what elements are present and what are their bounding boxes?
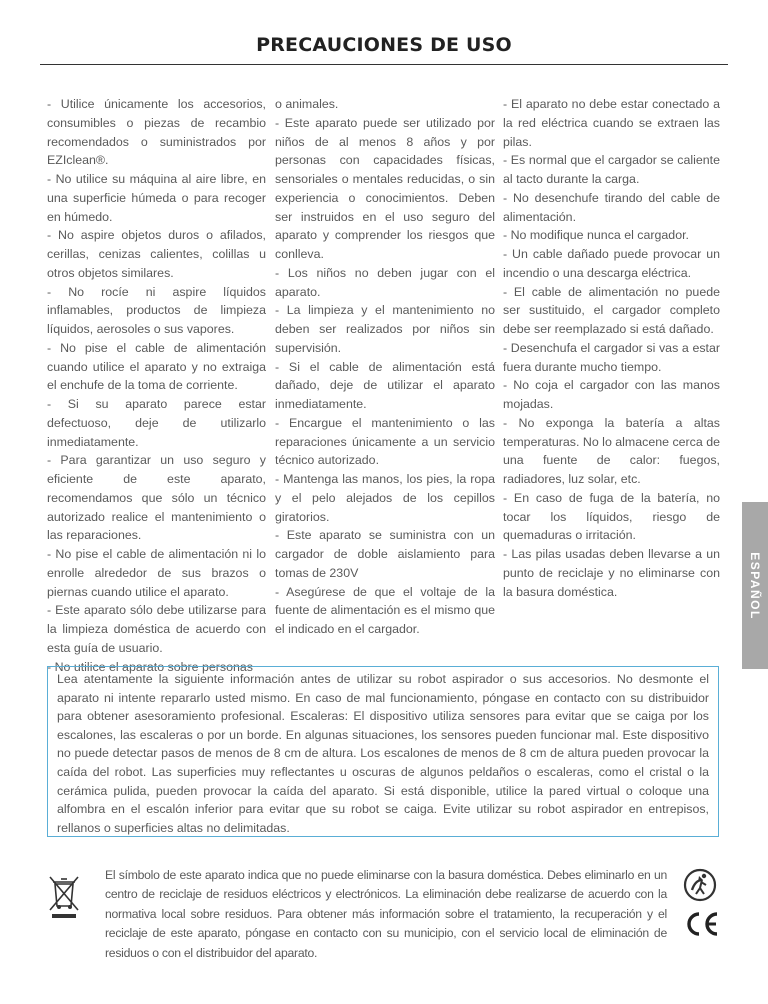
ce-mark-icon bbox=[683, 910, 721, 938]
recycle-symbol-icon bbox=[683, 866, 717, 904]
precaution-item: - Este aparato se suministra con un cargador de doble aislamiento para tomas de 230V bbox=[275, 528, 495, 580]
precaution-item: o animales. bbox=[275, 97, 339, 111]
precaution-item: - No utilice su máquina al aire libre, en una superficie húmeda o para recoger en húmedo. bbox=[47, 172, 266, 224]
language-side-tab bbox=[742, 502, 768, 669]
precautions-column-1 bbox=[47, 95, 266, 676]
precaution-item: - Mantenga las manos, los pies, la ropa y el pelo alejados de los cepillos giratorios. bbox=[275, 472, 495, 524]
precaution-item: - Si su aparato parece estar defectuoso, deje de utilizarlo inmediatamente. bbox=[47, 397, 266, 449]
precaution-item: - Este aparato puede ser utilizado por niños de al menos 8 años y por personas con capacidades físicas, sensoriales o mentales reducidas, o sin experiencia o conocimientos. Deben ser instruidos en el uso seguro del aparato y comprender los riesgos que conlleva. bbox=[275, 115, 495, 261]
precaution-item: - Si el cable de alimentación está dañado, deje de utilizar el aparato inmediatamente. bbox=[275, 359, 495, 411]
precaution-item: - No modifique nunca el cargador. bbox=[503, 228, 689, 243]
warning-notice-box: Lea atentamente la siguiente información antes de utilizar su robot aspirador o sus accesorios. No desmonte el aparato ni intente repararlo usted mismo. En caso de mal funcionamiento, póngase en contacto con su distribuidor para obtener asesoramiento profesional. Escaleras: El dispositivo utiliza sensores para evitar que se caiga por los escalones, las escaleras o por un borde. En algunas situaciones, los sensores pueden funcionar mal. Este dispositivo no puede detectar pasos de menos de 8 cm de altura. Los escalones de menos de 8 cm de altura pueden provocar la caída del robot. Las superficies muy reflectantes u oscuras de algunos peldaños o escaleras, como el cristal o la cerámica pulida, pueden provocar la caída del aparato. Si está disponible, utilice la pared virtual o coloque una alfombra en el escalón inferior para evitar que su robot se caiga. Evite utilizar su robot aspirador en entrepisos, rellanos o superficies altas no delimitadas. bbox=[47, 666, 719, 837]
precaution-item: - El cable de alimentación no puede ser sustituido, el cargador completo debe ser reemplazado si está dañado. bbox=[503, 284, 720, 336]
precautions-column-2 bbox=[275, 95, 495, 639]
precaution-item: - No pise el cable de alimentación cuando utilice el aparato y no extraiga el enchufe de la toma de corriente. bbox=[47, 340, 266, 393]
precautions-column-3 bbox=[503, 95, 720, 601]
language-label: ESPAÑOL bbox=[748, 551, 762, 620]
page-title: PRECAUCIONES DE USO bbox=[256, 34, 512, 56]
precaution-item: - No rocíe ni aspire líquidos inflamables, productos de limpieza líquidos, aerosoles o sus vapores. bbox=[47, 284, 266, 336]
precaution-item: - Las pilas usadas deben llevarse a un punto de reciclaje y no eliminarse con la basura doméstica. bbox=[503, 547, 720, 599]
precaution-item: - No pise el cable de alimentación ni lo enrolle alrededor de sus brazos o piernas cuando utilice el aparato. bbox=[47, 547, 266, 599]
precaution-item: - No desenchufe tirando del cable de alimentación. bbox=[503, 190, 720, 224]
precaution-item: - No aspire objetos duros o afilados, cerillas, cenizas calientes, colillas u otros objetos similares. bbox=[47, 228, 266, 280]
precaution-item: - La limpieza y el mantenimiento no deben ser realizados por niños sin supervisión. bbox=[275, 303, 495, 355]
precaution-item: - No coja el cargador con las manos mojadas. bbox=[503, 378, 720, 411]
disposal-text: El símbolo de este aparato indica que no puede eliminarse con la basura doméstica. Debes eliminarlo en un centro de reciclaje de residuos eléctricos y electrónicos. La eliminación debe realizarse de acuerdo con la normativa local sobre residuos. Para obtener más información sobre el tratamiento, la recuperación y el reciclaje de este aparato, póngase en contacto con su municipio, con el servicio local de eliminación de residuos o con el distribuidor del aparato. bbox=[105, 868, 667, 960]
precaution-item: - Un cable dañado puede provocar un incendio o una descarga eléctrica. bbox=[503, 247, 720, 280]
precaution-item: - No utilice el aparato sobre personas bbox=[47, 659, 253, 674]
title-divider bbox=[40, 64, 728, 65]
precaution-item: - Este aparato sólo debe utilizarse para la limpieza doméstica de acuerdo con esta guía de usuario. bbox=[47, 603, 266, 655]
precaution-item: - No exponga la batería a altas temperaturas. No lo almacene cerca de una fuente de calor: fuegos, radiadores, luz solar, etc. bbox=[503, 415, 720, 486]
precaution-item: - Para garantizar un uso seguro y eficiente de este aparato, recomendamos que sólo un técnico autorizado realice el mantenimiento o las reparaciones. bbox=[47, 453, 266, 543]
precaution-item: - Asegúrese de que el voltaje de la fuente de alimentación es el mismo que el indicado en el cargador. bbox=[275, 584, 495, 636]
disposal-notice bbox=[47, 866, 667, 963]
precaution-item: - En caso de fuga de la batería, no tocar los líquidos, riesgo de quemaduras o irritación. bbox=[503, 490, 720, 543]
precaution-item: - Desenchufa el cargador si vas a estar fuera durante mucho tiempo. bbox=[503, 340, 720, 374]
precaution-item: - Es normal que el cargador se caliente al tacto durante la carga. bbox=[503, 153, 720, 186]
precaution-item: - Encargue el mantenimiento o las reparaciones únicamente a un servicio técnico autorizado. bbox=[275, 415, 495, 468]
precaution-item: - Los niños no deben jugar con el aparato. bbox=[275, 265, 495, 299]
precaution-item: - El aparato no debe estar conectado a la red eléctrica cuando se extraen las pilas. bbox=[503, 97, 720, 149]
icon-spacer bbox=[47, 866, 105, 946]
precaution-item: - Utilice únicamente los accesorios, consumibles o piezas de recambio recomendados o suministrados por EZIclean®. bbox=[47, 97, 266, 168]
